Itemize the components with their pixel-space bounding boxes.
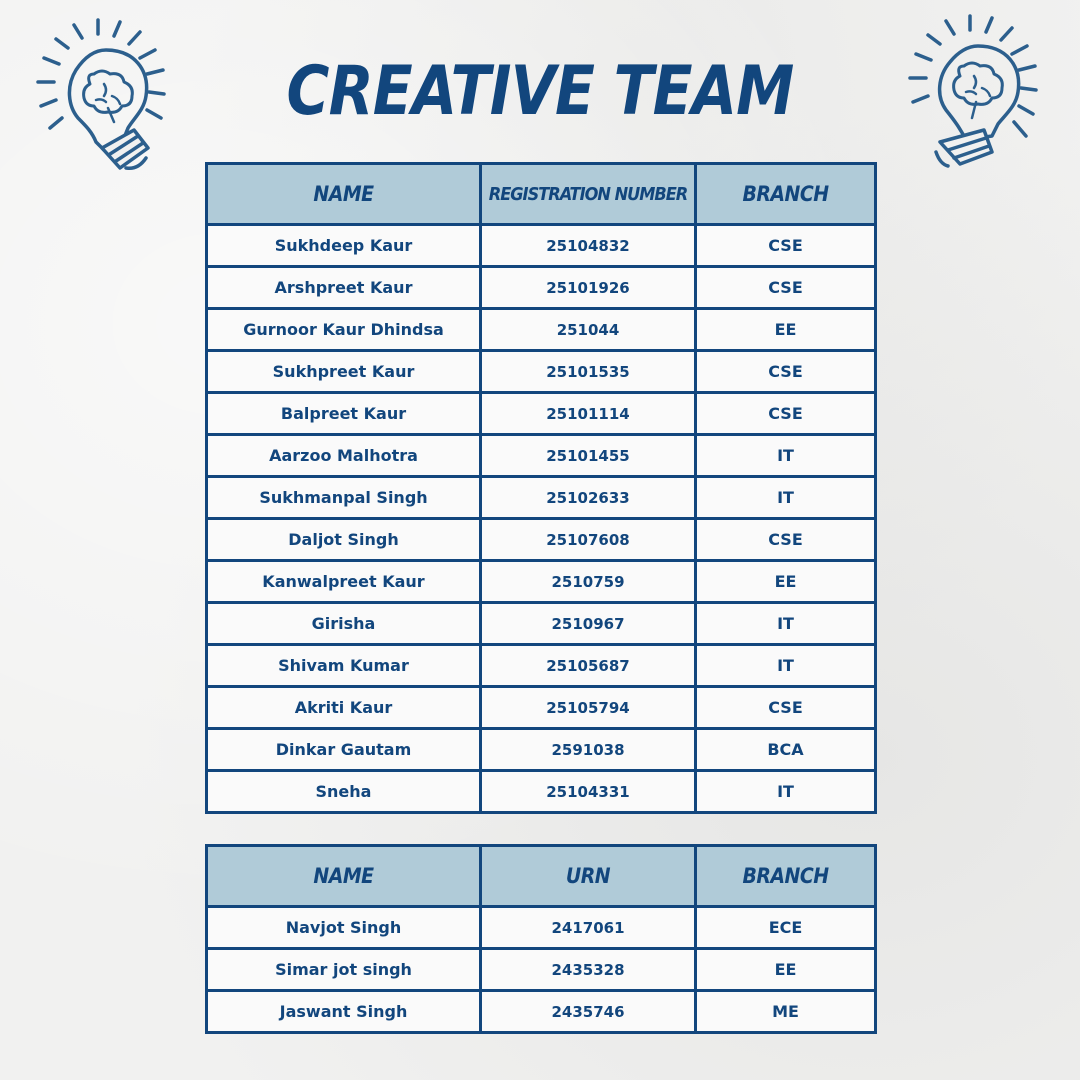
name-cell: Jaswant Singh (207, 991, 481, 1033)
branch-cell: IT (696, 771, 876, 813)
name-cell: Dinkar Gautam (207, 729, 481, 771)
table-row (207, 771, 876, 813)
name-column-header: NAME (207, 846, 481, 907)
registration-number-cell: 25101455 (481, 435, 696, 477)
registration-number-cell: 25101114 (481, 393, 696, 435)
registration-number-cell: 251044 (481, 309, 696, 351)
branch-cell: IT (696, 645, 876, 687)
table-row (207, 949, 876, 991)
name-cell: Akriti Kaur (207, 687, 481, 729)
name-cell: Sneha (207, 771, 481, 813)
table-row (207, 225, 876, 267)
registration-number-cell: 25104832 (481, 225, 696, 267)
registration-number-cell: 2510967 (481, 603, 696, 645)
branch-cell: CSE (696, 687, 876, 729)
name-cell: Arshpreet Kaur (207, 267, 481, 309)
registration-number-cell: 25102633 (481, 477, 696, 519)
branch-cell: EE (696, 309, 876, 351)
table-row (207, 991, 876, 1033)
registration-number-cell: 2510759 (481, 561, 696, 603)
table-header-row (207, 846, 876, 907)
name-cell: Navjot Singh (207, 907, 481, 949)
table-row (207, 477, 876, 519)
table-row (207, 687, 876, 729)
table-row (207, 561, 876, 603)
registration-number-cell: 25105687 (481, 645, 696, 687)
table-row (207, 907, 876, 949)
name-cell: Aarzoo Malhotra (207, 435, 481, 477)
name-column-header: NAME (207, 164, 481, 225)
branch-cell: IT (696, 435, 876, 477)
branch-cell: BCA (696, 729, 876, 771)
table-row (207, 435, 876, 477)
team-table (205, 162, 877, 814)
table-row (207, 519, 876, 561)
branch-column-header: BRANCH (696, 846, 876, 907)
table-header-row (207, 164, 876, 225)
urn-table (205, 844, 877, 1034)
branch-cell: EE (696, 561, 876, 603)
branch-column-header: BRANCH (696, 164, 876, 225)
branch-cell: IT (696, 603, 876, 645)
table-row (207, 351, 876, 393)
branch-cell: ME (696, 991, 876, 1033)
branch-cell: ECE (696, 907, 876, 949)
name-cell: Gurnoor Kaur Dhindsa (207, 309, 481, 351)
name-cell: Sukhpreet Kaur (207, 351, 481, 393)
page-title: CREATIVE TEAM (286, 52, 794, 131)
branch-cell: IT (696, 477, 876, 519)
urn-cell: 2435746 (481, 991, 696, 1033)
registration-number-cell: 25101535 (481, 351, 696, 393)
registration-number-cell: 25107608 (481, 519, 696, 561)
name-cell: Shivam Kumar (207, 645, 481, 687)
urn-column-header: URN (481, 846, 696, 907)
table-row (207, 393, 876, 435)
name-cell: Simar jot singh (207, 949, 481, 991)
registration-number-cell: 2591038 (481, 729, 696, 771)
name-cell: Girisha (207, 603, 481, 645)
table-row (207, 267, 876, 309)
table-row (207, 309, 876, 351)
name-cell: Balpreet Kaur (207, 393, 481, 435)
table-row (207, 729, 876, 771)
name-cell: Daljot Singh (207, 519, 481, 561)
registration-number-cell: 25101926 (481, 267, 696, 309)
branch-cell: CSE (696, 519, 876, 561)
registration-number-cell: 25104331 (481, 771, 696, 813)
name-cell: Sukhmanpal Singh (207, 477, 481, 519)
branch-cell: EE (696, 949, 876, 991)
registration-number-column-header: REGISTRATION NUMBER (481, 164, 696, 225)
branch-cell: CSE (696, 267, 876, 309)
registration-number-cell: 25105794 (481, 687, 696, 729)
urn-cell: 2417061 (481, 907, 696, 949)
urn-cell: 2435328 (481, 949, 696, 991)
branch-cell: CSE (696, 393, 876, 435)
name-cell: Sukhdeep Kaur (207, 225, 481, 267)
table-row (207, 603, 876, 645)
branch-cell: CSE (696, 351, 876, 393)
table-row (207, 645, 876, 687)
name-cell: Kanwalpreet Kaur (207, 561, 481, 603)
branch-cell: CSE (696, 225, 876, 267)
